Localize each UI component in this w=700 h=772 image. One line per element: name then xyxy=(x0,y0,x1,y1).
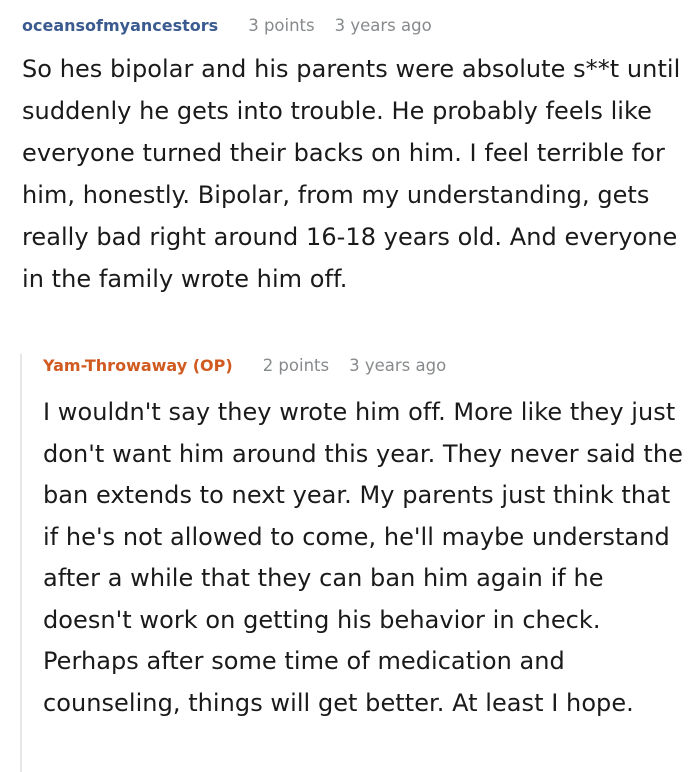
comment-points: 3 points xyxy=(248,16,315,35)
comment xyxy=(22,16,692,300)
reply-points: 2 points xyxy=(262,356,330,375)
comment-body: So hes bipolar and his parents were absolute s**t until suddenly he gets into trouble. He probably feels like everyone turned their backs on him. I feel terrible for him, honestly. Bipolar, from my understanding, gets really bad right around 16-18 years old. And everyone in the family wrote him off. xyxy=(22,55,681,293)
reply-content xyxy=(43,356,683,724)
reply-author-link[interactable]: Yam-Throwaway (OP) xyxy=(43,356,233,375)
reply-timestamp[interactable]: 3 years ago xyxy=(349,356,447,375)
comment-meta xyxy=(22,16,692,46)
reply-meta xyxy=(43,356,683,386)
comment-author-link[interactable]: oceansofmyancestors xyxy=(22,16,219,35)
comment-timestamp[interactable]: 3 years ago xyxy=(334,16,432,35)
reply-body: I wouldn't say they wrote him off. More like they just don't want him around this year. They never said the ban extends to next year. My parents just think that if he's not allowed to come, he'll maybe understand after a while that they can ban him again if he doesn't work on getting his behavior in check. Perhaps after some time of medication and counseling, things will get better. At least I hope. xyxy=(43,398,683,717)
thread-line[interactable] xyxy=(20,354,22,772)
